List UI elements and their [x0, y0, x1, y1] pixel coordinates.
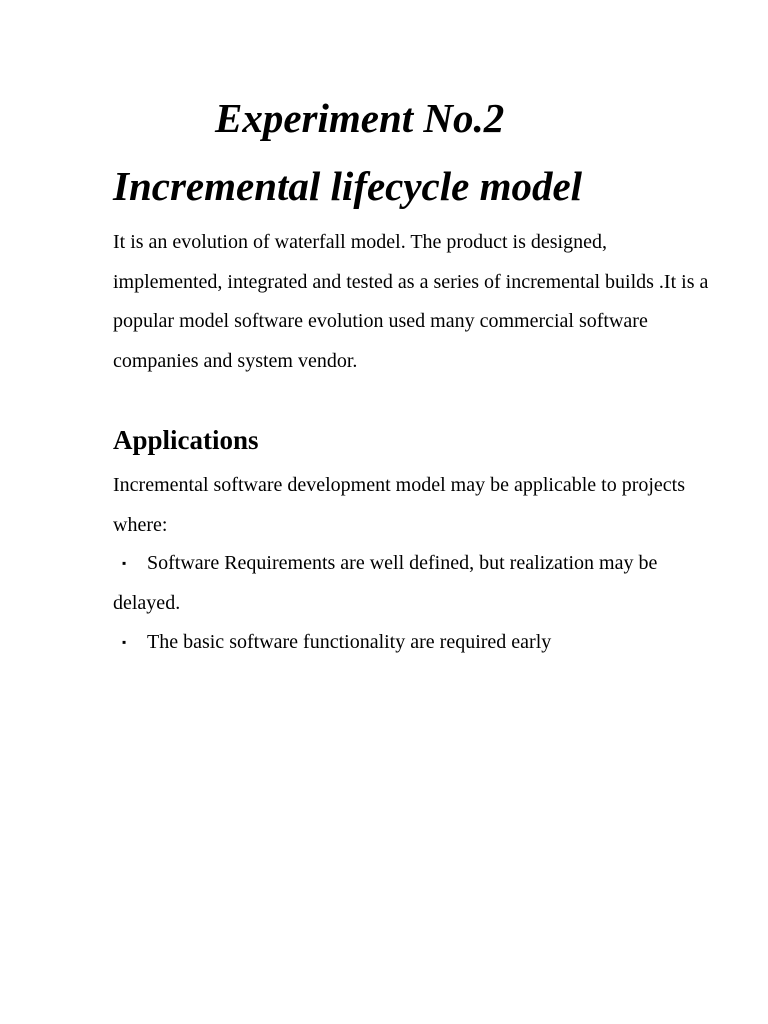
list-item	[113, 623, 713, 663]
intro-paragraph: It is an evolution of waterfall model. The product is designed, implemented, integrated and tested as a series of incremental builds .It is a popular model software evolution used many commercial software companies and system vendor.	[113, 231, 709, 372]
applications-intro-paragraph: Incremental software development model may be applicable to projects where:	[113, 474, 686, 536]
model-title: Incremental lifecycle model	[113, 163, 583, 209]
list-item-text: Software Requirements are well defined, but realization may be delayed.	[113, 552, 658, 614]
list-item-text: The basic software functionality are required early	[147, 631, 552, 653]
list-item	[113, 544, 713, 623]
applications-heading: Applications	[113, 425, 259, 455]
bullet-square-icon: ▪	[122, 635, 127, 649]
applications-list	[113, 544, 713, 663]
bullet-square-icon: ▪	[122, 556, 127, 570]
experiment-title: Experiment No.2	[215, 95, 505, 141]
